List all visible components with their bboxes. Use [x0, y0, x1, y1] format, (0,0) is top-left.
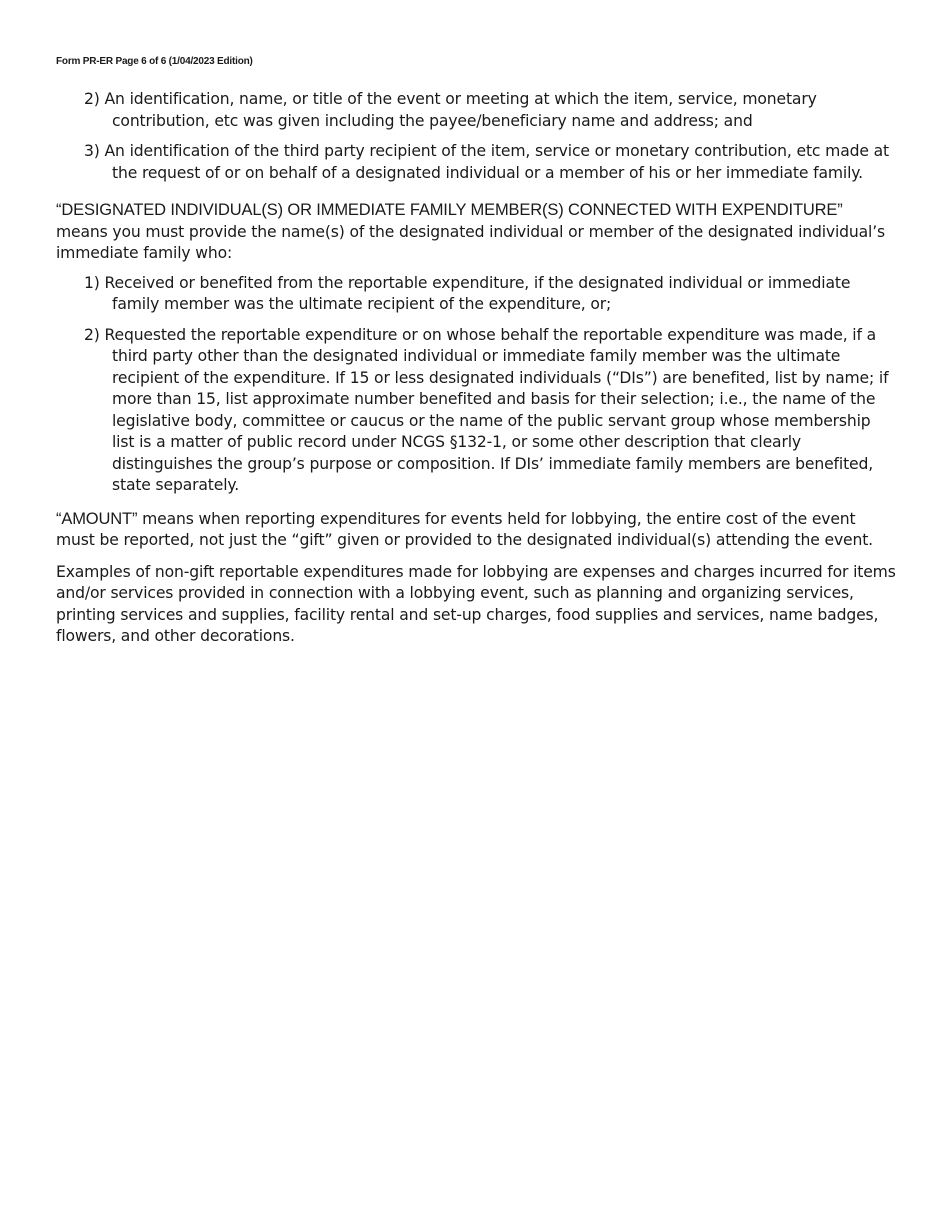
amount-definition	[56, 509, 896, 552]
document-page	[56, 56, 896, 648]
form-header: Form PR-ER Page 6 of 6 (1/04/2023 Edition)	[56, 56, 253, 67]
list-item: 2) Requested the reportable expenditure or on whose behalf the reportable expenditure was made, if a third party other than the designated individual or immediate family member was the ultimate recipient of the expenditure. If 15 or less designated individuals (“DIs”) are benefited, list by name; if more than 15, list approximate number benefited and basis for their selection; i.e., the name of the legislative body, committee or caucus or the name of the public servant group whose membership list is a matter of public record under NCGS §132-1, or some other description that clearly distinguishes the group’s purpose or composition. If DIs’ immediate family members are benefited, state separately.	[84, 325, 889, 494]
designated-individual-term: “DESIGNATED INDIVIDUAL(S) OR IMMEDIATE FAMILY MEMBER(S) CONNECTED WITH EXPENDITURE”	[56, 201, 843, 219]
amount-term: “AMOUNT”	[56, 509, 138, 528]
examples-paragraph: Examples of non-gift reportable expenditures made for lobbying are expenses and charges incurred for items and/or services provided in connection with a lobbying event, such as planning and organizing services, printing services and supplies, facility rental and set-up charges, food supplies and services, name badges, flowers, and other decorations.	[56, 562, 896, 645]
designated-individual-definition	[56, 200, 896, 265]
event-identification-list	[56, 89, 896, 184]
designated-individual-definition-text: means you must provide the name(s) of the designated individual or member of the designated individual’s immediate family who:	[56, 222, 886, 262]
designated-individual-list	[56, 273, 896, 497]
list-item: 3) An identification of the third party recipient of the item, service or monetary contribution, etc made at the request of or on behalf of a designated individual or a member of his or her immediate family.	[84, 142, 889, 182]
list-item: 2) An identification, name, or title of the event or meeting at which the item, service, monetary contribution, etc was given including the payee/beneficiary name and address; and	[84, 90, 817, 130]
list-item: 1) Received or benefited from the reportable expenditure, if the designated individual or immediate family member was the ultimate recipient of the expenditure, or;	[84, 273, 851, 313]
amount-definition-text: means when reporting expenditures for events held for lobbying, the entire cost of the event must be reported, not just the “gift” given or provided to the designated individual(s) attending the event.	[56, 509, 873, 549]
